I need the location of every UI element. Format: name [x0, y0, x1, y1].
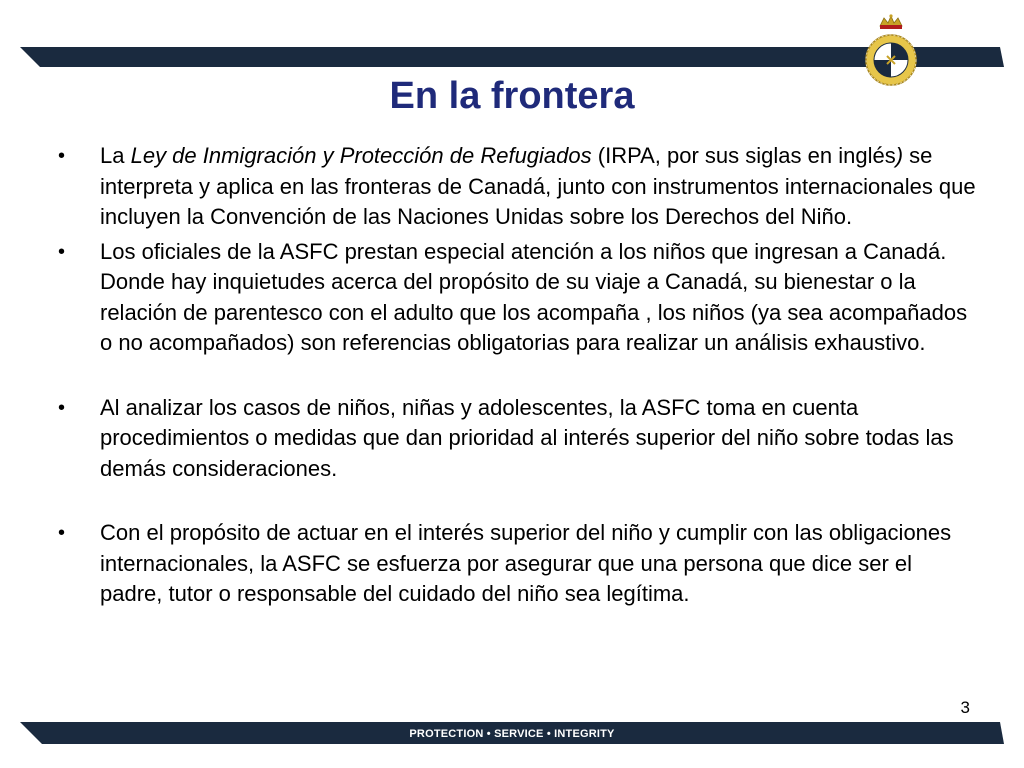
bullet-text-segment: se interpreta y aplica en las fronteras de Canadá, junto con instrumentos internacionales que incluyen la Convención de las Naciones Unidas sobre los Derechos del Niño. — [100, 143, 976, 229]
bullet-dot: • — [58, 240, 66, 263]
bullet-dot: • — [58, 145, 66, 167]
bullet-text: Al analizar los casos de niños, niñas y adolescentes, la ASFC toma en cuenta procedimientos o medidas que dan prioridad al interés superior del niño sobre todas las demás consideraciones. — [100, 394, 954, 481]
bullet-text — [100, 143, 976, 229]
bullet-item — [58, 518, 978, 610]
bullet-item — [58, 393, 978, 485]
footer-tagline: PROTECTION • SERVICE • INTEGRITY — [409, 728, 615, 740]
bullet-text: Los oficiales de la ASFC prestan especial atención a los niños que ingresan a Canadá. Donde hay inquietudes acerca del propósito de su viaje a Canadá, su bienestar o la relación de parentesco con el adulto que los acompaña , los niños (ya sea acompañados o no acompañados) son referencias obligatorias para realizar un análisis exhaustivo. — [100, 238, 968, 355]
crest-crown-icon — [880, 14, 902, 29]
bullet-item — [58, 237, 978, 359]
bullet-dot: • — [58, 396, 66, 419]
bullet-text-segment: La — [100, 143, 131, 168]
bullet-text: Con el propósito de actuar en el interés superior del niño y cumplir con las obligaciones internacionales, la ASFC se esfuerza por asegurar que una persona que dice ser el padre, tutor o responsable del cuidado del niño sea legítima. — [100, 520, 952, 606]
bullet-dot: • — [58, 522, 66, 544]
bullet-text-italic-segment: ) — [895, 143, 904, 168]
page-number: 3 — [960, 698, 970, 717]
bullet-item — [58, 141, 978, 233]
bullet-list — [58, 141, 978, 610]
bullet-text-italic-segment: Ley de Inmigración y Protección de Refugiados — [130, 143, 592, 168]
bullet-text-segment: (IRPA, por sus siglas en inglés — [591, 143, 896, 168]
slide-title: En la frontera — [389, 75, 635, 117]
header-band-shape — [20, 47, 1004, 67]
